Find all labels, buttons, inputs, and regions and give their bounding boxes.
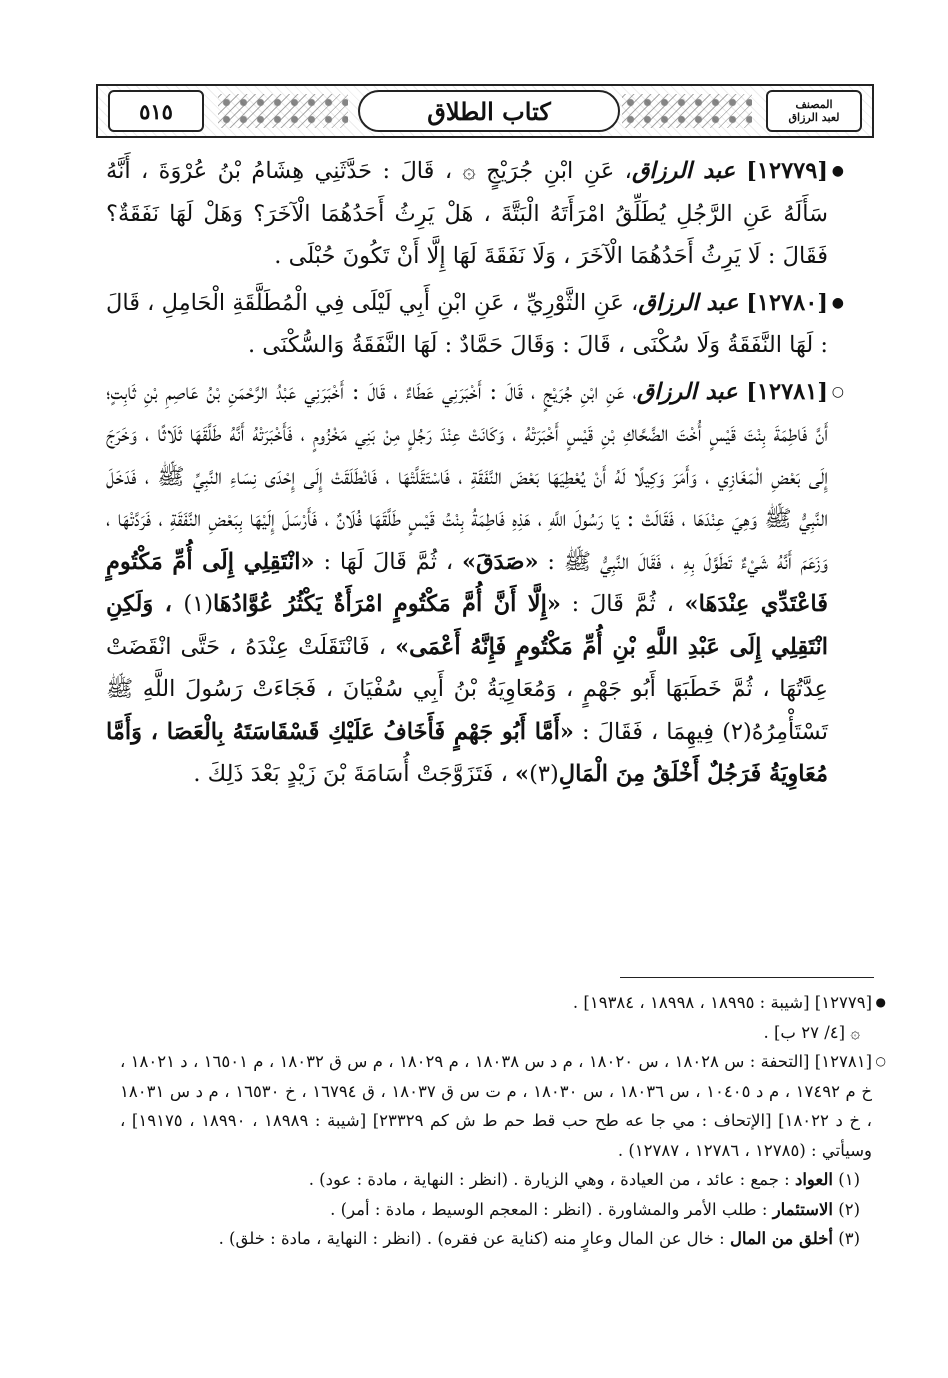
- source-note: [120, 1047, 886, 1165]
- book-title: كتاب الطلاق: [427, 96, 551, 126]
- narrator-name: عبد الرزاق: [638, 289, 739, 316]
- footnote-text: : جمع : عائد ، من العيادة ، وهي الزيارة . (انظر : النهاية ، مادة : عود) .: [308, 1170, 790, 1189]
- book-title-box: [358, 90, 620, 132]
- page-header: [96, 84, 874, 138]
- entry-text: ، فَانْتَقَلَتْ عِنْدَهُ ، حَتَّى انْقَضَتْ عِدَّتُهَا ، ثُمَّ خَطَبَهَا أَبُو جَهْمٍ ، وَمُعَاوِيَةُ بْنُ أَبِي سُفْيَانَ ، فَجَاءَتْ رَسُولَ اللَّهِ ﷺ تَسْتَأْمِرُهُ: [106, 633, 828, 745]
- footnote-term: العواد: [794, 1170, 833, 1189]
- main-text: [106, 150, 844, 800]
- folio-note: [120, 1018, 872, 1048]
- footnote-text: : طلب الأمر والمشاورة . (انظر : المعجم الوسيط ، مادة : أمر) .: [330, 1199, 768, 1219]
- header-ornament-right: [622, 94, 752, 128]
- narrator-name: عبد الرزاق: [631, 158, 736, 184]
- book-mark-line1: المصنف: [795, 98, 833, 111]
- prophetic-quote: «صَدَقَ»: [462, 548, 539, 575]
- prophetic-quote: »: [515, 761, 530, 787]
- source-note-text: [١٢٧٧٩] [شيبة : ١٨٩٩٥ ، ١٨٩٩٨ ، ١٩٣٨٤] .: [572, 993, 872, 1012]
- entry-text: فِيهِمَا ، فَقَالَ :: [573, 718, 723, 745]
- footnote-number: (٢): [838, 1199, 860, 1219]
- entry-marker: ○: [831, 383, 844, 400]
- narrator-name: عبد الرزاق: [636, 378, 738, 405]
- folio-note-text: ۞ [٤/ ٢٧ ب] .: [763, 1022, 860, 1042]
- prophetic-quote: «إِلَّا أَنَّ أُمَّ مَكْتُومٍ امْرَأَةٌ يَكْثُرُ عُوَّادُهَا: [212, 591, 561, 617]
- footnote-term: الاستئمار: [772, 1199, 833, 1219]
- entry-text: (٣): [529, 761, 559, 787]
- note-marker: ●: [875, 995, 886, 1009]
- footnote-number: (٣): [838, 1229, 860, 1248]
- page-number-box: [108, 90, 204, 132]
- footnote-list: [120, 1165, 872, 1254]
- entry-number: [١٢٧٨١]: [737, 378, 828, 405]
- source-note-text: [١٢٧٨١] [التحفة : س ١٨٠٢٨ ، س ١٨٠٢٠ ، م د س ١٨٠٣٨ ، م ١٨٠٢٩ ، م س ق ١٨٠٣٢ ، م ١٦٥٠١ ، د ١٨٠٢١ ، خ م ١٧٤٩٢ ، م د ١٠٤٠٥ ، س ١٨٠٣٦ ، س ١٨٠٣٠ ، م ت س ق ١٨٠٣٧ ، ق ١٦٧٩٤ ، خ ١٦٥٣٠ ، م د س ١٨٠٣١ ، خ د ١٨٠٢٢] [الإتحاف : مي جا عه طح حب قط حم ط ش كم ٢٣٣٢٩] [شيبة : ١٨٩٨٩ ، ١٨٩٩٠ ، ١٩١٧٥] ، وسيأتي : (١٢٧٨٥ ، ١٢٧٨٦ ، ١٢٧٨٧) .: [120, 1052, 872, 1160]
- entry-text: ، عَنِ ابْنِ جُرَيْجٍ ، قَالَ : أَخْبَرَنِي عَطَاءٌ ، قَالَ : أَخْبَرَنِي عَبْدُ الرَّحْمَنِ بْنُ عَاصِمِ بْنِ ثَابِتٍ؛ أَنَّ فَاطِمَةَ بِنْتَ قَيْسٍ أُخْتَ الضَّحَّاكِ بْنِ قَيْسٍ أَخْبَرَتْهُ ، وَكَانَتْ عِنْدَ رَجُلٍ مِنْ بَنِي مَخْزُومٍ ، فَأَخْبَرَتْهُ أَنَّهُ طَلَّقَهَا ثَلَاثًا ، وَخَرَجَ إِلَى بَعْضِ الْمَغَازِي ، وَأَمَرَ وَكِيلًا لَهُ أَنْ يُعْطِيَهَا بَعْضَ النَّفَقَةِ ، فَاسْتَقَلَّتْهَا ، فَانْطَلَقَتْ إِلَى إِحْدَى نِسَاءِ النَّبِيِّ ﷺ ، فَدَخَلَ النَّبِيُّ ﷺ وَهِيَ عِنْدَهَا ، فَقَالَتْ : يَا رَسُولَ اللَّهِ ، هَذِهِ فَاطِمَةُ بِنْتُ قَيْسٍ طَلَّقَهَا فُلَانٌ ، فَأَرْسَلَ إِلَيْهَا بِبَعْضِ النَّفَقَةِ ، فَرَدَّتْهَا ، وَزَعَمَ أَنَّهُ شَيْءٌ تَطَوَّلَ بِهِ ، فَقَالَ النَّبِيُّ ﷺ :: [106, 378, 828, 575]
- footnote: [120, 1195, 872, 1225]
- entry-text: ، فَتَزَوَّجَتْ أُسَامَةَ بْنَ زَيْدٍ بَعْدَ ذَلِكَ .: [193, 761, 515, 787]
- entry-number: [١٢٧٨٠]: [738, 289, 828, 316]
- entry-marker: ●: [831, 163, 844, 179]
- note-marker: ○: [875, 1054, 886, 1068]
- hadith-entry: [106, 282, 844, 367]
- source-note: [120, 988, 886, 1018]
- entry-marker: ●: [831, 294, 844, 311]
- footnote: [120, 1224, 872, 1254]
- entry-text: ، ثُمَّ قَالَ لَهَا :: [314, 548, 463, 575]
- prophetic-quote: «انْتَقِلِي إِلَى أُمِّ مَكْتُومٍ فَاعْتَدِّي عِنْدَهَا»: [106, 548, 828, 617]
- entry-text: ، ثُمَّ قَالَ :: [560, 591, 685, 617]
- entry-text: ، عَنِ ابْنِ جُرَيْجٍ ۞ ، قَالَ : حَدَّثَنِي هِشَامُ بْنُ عُرْوَةَ ، أَنَّهُ سَأَلَهُ عَنِ الرَّجُلِ يُطَلِّقُ امْرَأَتَهُ الْبَتَّةَ ، هَلْ يَرِثُ أَحَدُهُمَا الْآخَرَ؟ وَهَلْ لَهَا نَفَقَةٌ؟ فَقَالَ : لَا يَرِثُ أَحَدُهُمَا الْآخَرَ ، وَلَا نَفَقَةَ لَهَا إِلَّا أَنْ تَكُونَ حُبْلَى .: [106, 158, 828, 269]
- footnote-number: (١): [838, 1170, 860, 1189]
- prophetic-quote: ، وَلَكِنِ انْتَقِلِي إِلَى عَبْدِ اللَّهِ بْنِ أُمِّ مَكْتُومٍ فَإِنَّهُ أَعْمَى»: [106, 591, 829, 660]
- footnotes-section: [120, 988, 886, 1254]
- entry-text: (١): [183, 591, 213, 617]
- page-number: ٥١٥: [139, 98, 173, 124]
- prophetic-quote: «أَمَّا أَبُو جَهْمٍ فَأَخَافُ عَلَيْكِ قَسْقَاسَتَهُ بِالْعَصَا ، وَأَمَّا مُعَاوِيَةُ فَرَجُلٌ أَخْلَقُ مِنَ الْمَالِ: [106, 718, 828, 787]
- footnote-text: : خال عن المال وعارٍ منه (كناية عن فقره) . (انظر : النهاية ، مادة : خلق) .: [218, 1229, 725, 1248]
- footnote-term: أخلق من المال: [729, 1229, 833, 1248]
- entry-text: ، عَنِ الثَّوْرِيِّ ، عَنِ ابْنِ أَبِي لَيْلَى فِي الْمُطَلَّقَةِ الْحَامِلِ ، قَالَ : لَهَا النَّفَقَةُ وَلَا سُكْنَى ، قَالَ : وَقَالَ حَمَّادٌ : لَهَا النَّفَقَةُ وَالسُّكْنَى .: [106, 289, 828, 358]
- entry-text: (٢): [722, 718, 752, 745]
- footnote: [120, 1165, 872, 1195]
- book-mark-line2: لعبد الرزاق: [788, 111, 840, 124]
- footnote-separator: [620, 977, 874, 978]
- header-ornament-left: [218, 94, 348, 128]
- book-logo: [766, 90, 862, 132]
- entry-number: [١٢٧٧٩]: [735, 158, 828, 184]
- hadith-entry: [106, 150, 844, 278]
- hadith-entry: [106, 371, 844, 796]
